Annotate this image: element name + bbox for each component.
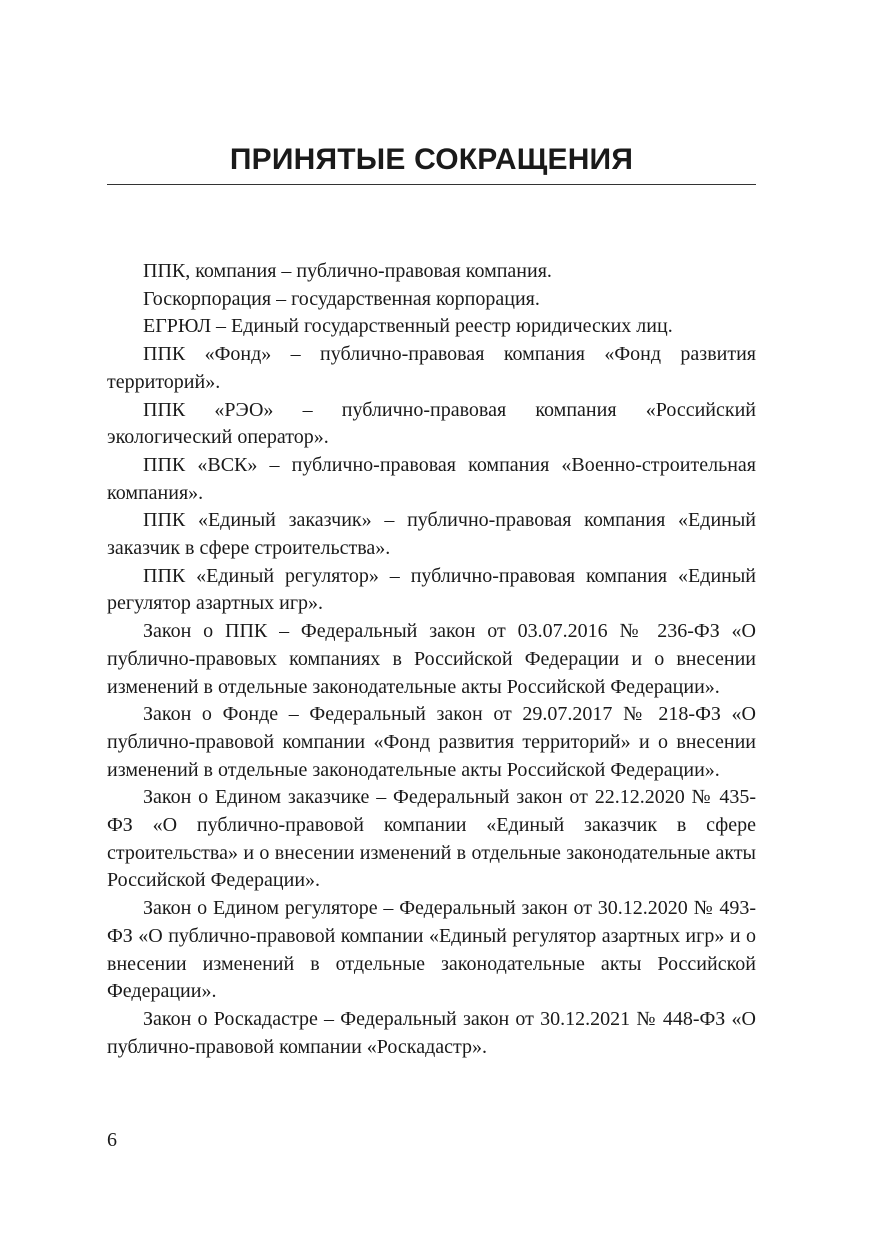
abbreviations-list [107, 258, 756, 1061]
abbreviation-paragraph: ППК «РЭО» – публично-правовая компания «Российский экологический оператор». [107, 398, 756, 449]
abbreviation-paragraph: ППК «Единый заказчик» – публично-правовая компания «Единый заказчик в сфере строительства». [107, 509, 756, 560]
abbreviation-paragraph: Закон о Фонде – Федеральный закон от 29.07.2017 № 218-ФЗ «О публично-правовой компании «Фонд развития территорий» и о внесении изменений в отдельные законодательные акты Российской Федерации». [107, 703, 756, 781]
abbreviation-paragraph: ЕГРЮЛ – Единый государственный реестр юридических лиц. [143, 315, 673, 338]
page-title: ПРИНЯТЫЕ СОКРАЩЕНИЯ [229, 143, 634, 176]
abbreviation-paragraph: Закон о ППК – Федеральный закон от 03.07.2016 № 236-ФЗ «О публично-правовых компаниях в Российской Федерации и о внесении изменений в отдельные законодательные акты Российской Федерации». [107, 620, 756, 698]
page-number: 6 [107, 1129, 117, 1151]
abbreviation-paragraph: Закон о Едином заказчике – Федеральный закон от 22.12.2020 № 435-ФЗ «О публично-правовой компании «Единый заказчик в сфере строительства» и о внесении изменений в отдельные законодательные акты Российской Федерации». [107, 786, 756, 892]
abbreviation-paragraph: ППК, компания – публично-правовая компания. [143, 260, 552, 282]
abbreviation-paragraph: ППК «ВСК» – публично-правовая компания «Военно-строительная компания». [107, 453, 756, 504]
abbreviation-paragraph: Закон о Роскадастре – Федеральный закон от 30.12.2021 № 448-ФЗ «О публично-правовой компании «Роскадастр». [107, 1007, 756, 1058]
abbreviation-paragraph: Госкорпорация – государственная корпорация. [143, 287, 540, 310]
title-divider [107, 184, 756, 185]
abbreviation-paragraph: Закон о Едином регуляторе – Федеральный закон от 30.12.2020 № 493-ФЗ «О публично-правовой компании «Единый регулятор азартных игр» и о внесении изменений в отдельные законодательные акты Российской Федерации». [107, 897, 756, 1003]
abbreviation-paragraph: ППК «Фонд» – публично-правовая компания «Фонд развития территорий». [107, 343, 756, 393]
abbreviation-paragraph: ППК «Единый регулятор» – публично-правовая компания «Единый регулятор азартных игр». [107, 564, 756, 615]
